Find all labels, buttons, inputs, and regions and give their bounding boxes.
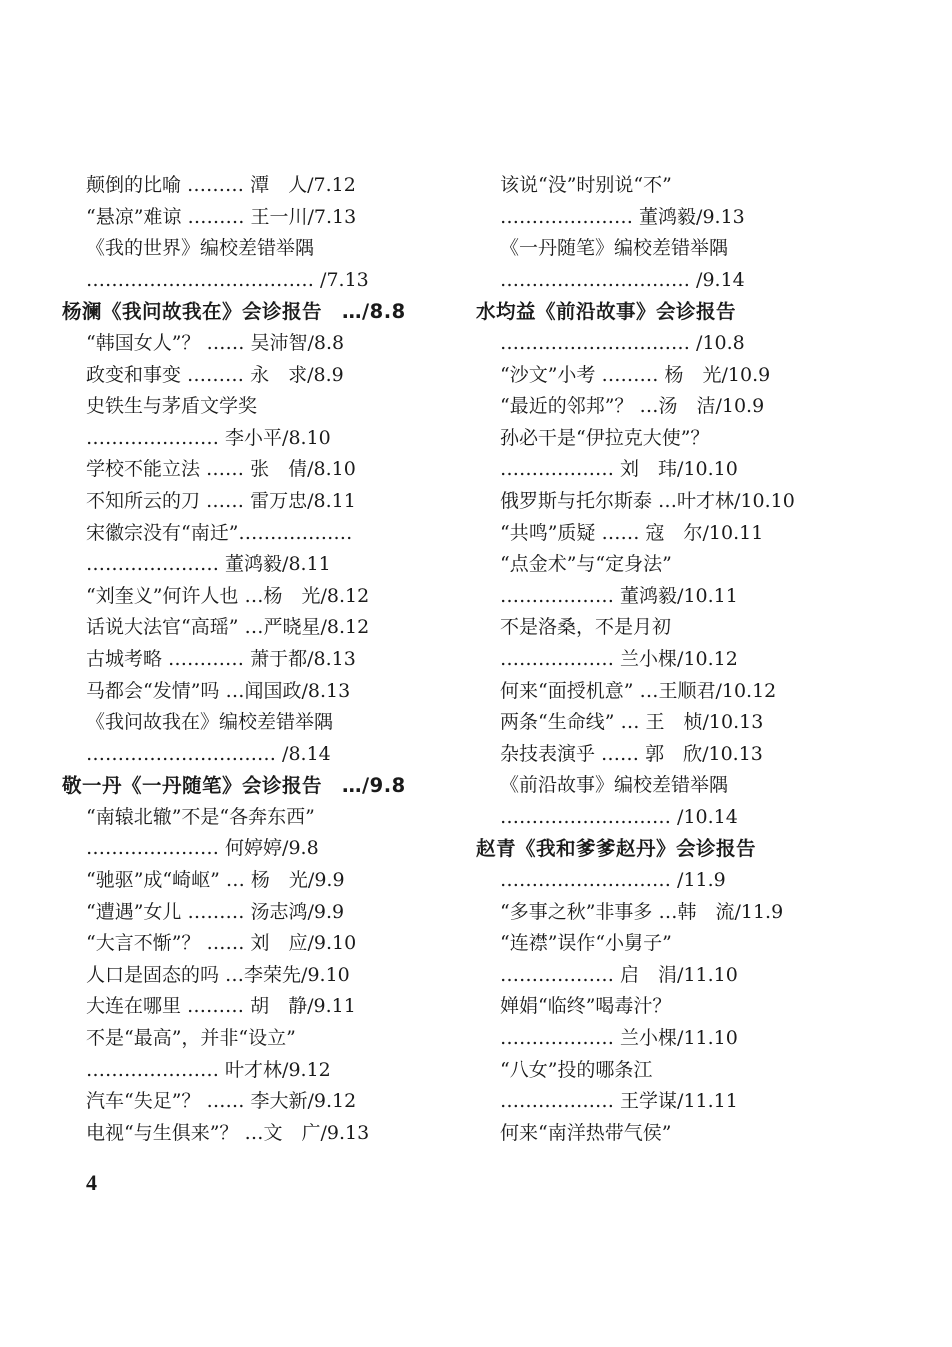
toc-entry: 该说“没”时别说“不” [500, 174, 672, 196]
toc-entry: 《我的世界》编校差错举隅 [86, 237, 315, 260]
toc-entry: 俄罗斯与托尔斯泰 …叶才林/10.10 [500, 489, 795, 512]
toc-entry: ……………… 刘 玮/10.10 [500, 458, 738, 481]
toc-entry: ………………… 叶才林/9.12 [86, 1058, 331, 1081]
toc-entry: ……………………………… /7.13 [86, 268, 369, 291]
toc-entry: 两条“生命线” … 王 桢/10.13 [500, 711, 764, 734]
toc-entry: 不知所云的刀 …… 雷万忠/8.11 [86, 489, 356, 512]
toc-entry: “遭遇”女儿 ……… 汤志鸿/9.9 [86, 900, 345, 923]
toc-entry: 马都会“发情”吗 …闻国政/8.13 [86, 679, 351, 702]
toc-entry: 《我问故我在》编校差错举隅 [86, 711, 334, 734]
toc-entry: “点金术”与“定身法” [500, 553, 672, 576]
toc-entry: ………………… 董鸿毅/9.13 [500, 205, 745, 228]
toc-entry: ………………… 何婷婷/9.8 [86, 837, 319, 860]
toc-entry: “连襟”误作“小舅子” [500, 932, 672, 955]
toc-left-column [62, 170, 434, 1149]
toc-entry: 人口是固态的吗 …李荣先/9.10 [86, 963, 350, 986]
toc-entry: “大言不惭”？ …… 刘 应/9.10 [86, 932, 357, 955]
toc-entry: ………………… 董鸿毅/8.11 [86, 553, 331, 576]
toc-entry: 杂技表演乎 …… 郭 欣/10.13 [500, 742, 763, 765]
toc-entry: ……………… 启 涓/11.10 [500, 963, 738, 986]
toc-entry: 学校不能立法 …… 张 倩/8.10 [86, 458, 356, 481]
toc-entry: ………………………… /8.14 [86, 742, 331, 765]
toc-entry: 何来“南洋热带气侯” [500, 1121, 672, 1144]
toc-entry: 宋徽宗没有“南迁”……………… [86, 521, 353, 544]
toc-entry: ……………………… /11.9 [500, 869, 726, 892]
toc-entry: ………………… 李小平/8.10 [86, 426, 331, 449]
toc-entry: ……………………… /10.14 [500, 805, 738, 828]
toc-entry: “南辕北辙”不是“各奔东西” [86, 805, 315, 828]
toc-entry: ……………… 董鸿毅/10.11 [500, 584, 738, 607]
toc-entry: 古城考略 ………… 萧于都/8.13 [86, 647, 356, 670]
toc-entry: ……………… 兰小棵/10.12 [500, 647, 738, 670]
toc-right-column [476, 170, 844, 1149]
toc-section-heading: 赵青《我和爹爹赵丹》会诊报告 [476, 837, 757, 861]
toc-entry: 史铁生与茅盾文学奖 [86, 395, 258, 418]
toc-section-heading: 杨澜《我问故我在》会诊报告 …/8.8 [62, 300, 406, 324]
toc-entry: “韩国女人”？ …… 吴沛智/8.8 [86, 331, 345, 354]
toc-entry: 电视“与生俱来”？ …文 广/9.13 [86, 1121, 370, 1144]
toc-entry: “刘奎义”何许人也 …杨 光/8.12 [86, 584, 370, 607]
toc-section-heading: 敬一丹《一丹随笔》会诊报告 …/9.8 [62, 774, 406, 798]
toc-entry: “驰驱”成“崎岖” … 杨 光/9.9 [86, 869, 345, 892]
toc-entry: 不是洛桑，不是月初 [500, 616, 672, 639]
toc-entry: “沙文”小考 ……… 杨 光/10.9 [500, 363, 771, 386]
toc-entry: ………………………… /9.14 [500, 268, 745, 291]
toc-entry: “多事之秋”非事多 …韩 流/11.9 [500, 900, 784, 923]
toc-entry: 不是“最高”，并非“设立” [86, 1027, 296, 1050]
toc-entry: 孙必干是“伊拉克大使”？ [500, 426, 710, 449]
toc-entry: ……………… 兰小棵/11.10 [500, 1027, 738, 1050]
page-number: 4 [86, 1170, 97, 1195]
toc-entry: 颠倒的比喻 ……… 潭 人/7.12 [86, 174, 356, 196]
toc-entry: ………………………… /10.8 [500, 331, 745, 354]
toc-entry: 《一丹随笔》编校差错举隅 [500, 237, 729, 260]
toc-entry: “八女”投的哪条江 [500, 1058, 653, 1081]
toc-entry: “悬凉”难谅 ……… 王一川/7.13 [86, 205, 357, 228]
toc-entry: 话说大法官“高瑶” …严晓星/8.12 [86, 616, 370, 639]
toc-entry: 《前沿故事》编校差错举隅 [500, 774, 729, 797]
toc-section-heading: 水均益《前沿故事》会诊报告 [476, 300, 737, 324]
toc-entry: 大连在哪里 ……… 胡 静/9.11 [86, 995, 356, 1018]
toc-entry: 婵娟“临终”喝毒汁？ [500, 995, 672, 1018]
toc-entry: 政变和事变 ……… 永 求/8.9 [86, 363, 344, 386]
toc-entry: 汽车“失足”？ …… 李大新/9.12 [86, 1090, 357, 1113]
toc-entry: “最近的邻邦”？ …汤 洁/10.9 [500, 395, 765, 418]
toc-entry: ……………… 王学谋/11.11 [500, 1090, 738, 1113]
toc-entry: 何来“面授机意” …王顺君/10.12 [500, 679, 777, 702]
toc-entry: “共鸣”质疑 …… 寇 尔/10.11 [500, 521, 764, 544]
